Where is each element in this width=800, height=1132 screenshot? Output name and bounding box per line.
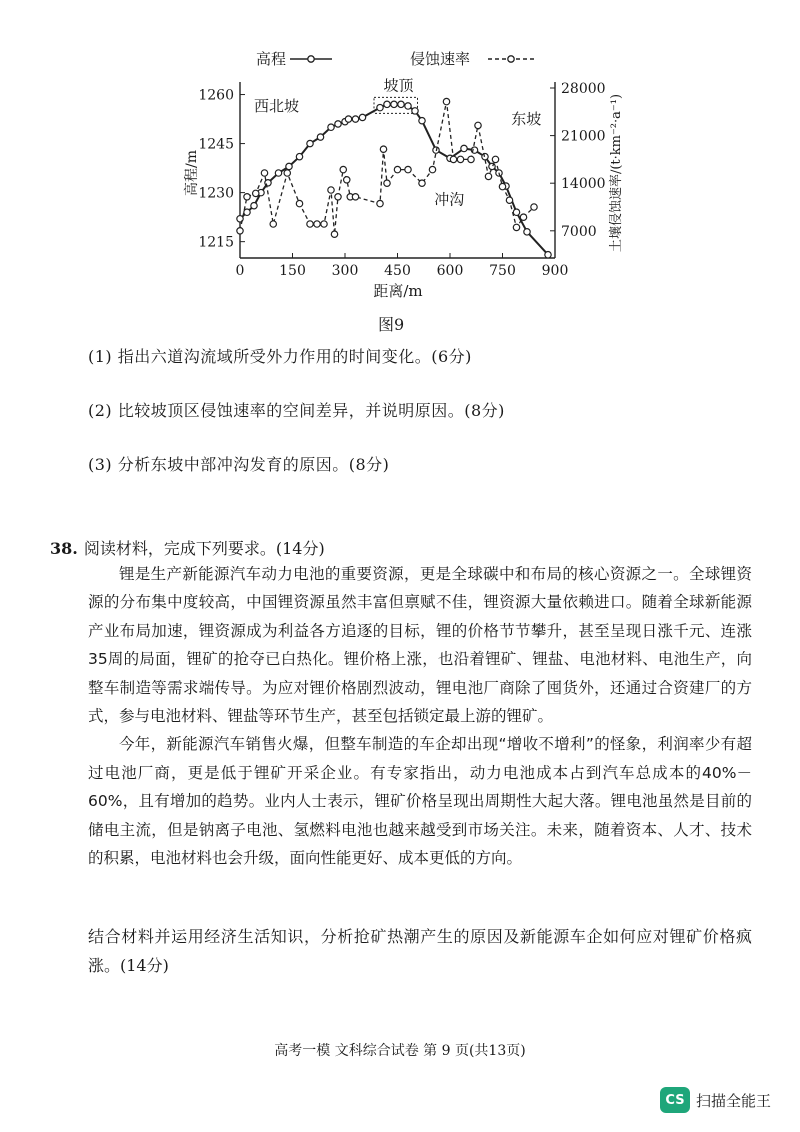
erosion-point: [328, 187, 334, 193]
erosion-point: [352, 194, 358, 200]
y-right-tick-label: 7000: [561, 223, 597, 240]
erosion-point: [429, 166, 435, 172]
elevation-point: [524, 229, 530, 235]
erosion-point: [253, 190, 259, 196]
question-38-stem: 阅读材料，完成下列要求。(14分): [83, 539, 325, 558]
chart-annotation: 冲沟: [434, 190, 465, 209]
erosion-point: [296, 200, 302, 206]
question-38-header: [50, 536, 325, 559]
scanner-label: 扫描全能王: [696, 1091, 772, 1110]
erosion-point: [380, 146, 386, 152]
erosion-point: [244, 194, 250, 200]
erosion-point: [492, 156, 498, 162]
question-3: (3) 分析东坡中部冲沟发育的原因。(8分): [88, 455, 390, 474]
elevation-point: [419, 117, 425, 123]
x-tick-label: 300: [331, 263, 359, 279]
x-tick-label: 450: [384, 263, 411, 279]
elevation-point: [335, 121, 341, 127]
question-2: (2) 比较坡顶区侵蚀速率的空间差异，并说明原因。(8分): [88, 401, 505, 420]
question-1: (1) 指出六道沟流域所受外力作用的时间变化。(6分): [88, 347, 472, 366]
elevation-point: [317, 134, 323, 140]
elevation-point: [275, 170, 281, 176]
x-tick-label: 750: [489, 263, 516, 279]
elevation-point: [307, 140, 313, 146]
figure-caption: 图9: [378, 315, 405, 334]
reading-material: [88, 560, 752, 872]
x-tick-label: 900: [541, 263, 569, 279]
legend-elevation-label: 高程: [256, 50, 287, 68]
erosion-point: [531, 204, 537, 210]
legend-erosion-marker: [508, 56, 514, 62]
erosion-point: [284, 170, 290, 176]
erosion-point: [340, 166, 346, 172]
elevation-point: [489, 163, 495, 169]
erosion-point: [314, 221, 320, 227]
erosion-point: [450, 156, 456, 162]
x-tick-label: 150: [279, 263, 306, 279]
material-paragraph-2: 今年，新能源汽车销售火爆，但整车制造的车企却出现“增收不增利”的怪象，利润率少有超过电池厂商，更是低于锂矿开采企业。有专家指出，动力电池成本占到汽车总成本的40%－60%，且有增加的趋势。业内人士表示，锂矿价格呈现出周期性大起大落。锂电池虽然是目前的储电主流，但是钠离子电池、氢燃料电池也越来越受到市场关注。未来，随着资本、人才、技术的积累，电池材料也会升级，面向性能更好、成本更低的方向。: [88, 735, 752, 868]
erosion-point: [468, 156, 474, 162]
y-right-tick-label: 28000: [561, 81, 606, 97]
y-right-tick-label: 21000: [561, 128, 606, 145]
erosion-point: [475, 122, 481, 128]
elevation-point: [398, 101, 404, 107]
erosion-point: [377, 200, 383, 206]
legend-elevation-marker: [308, 56, 314, 62]
chart-annotation: 东坡: [511, 109, 542, 128]
x-tick-label: 0: [235, 263, 245, 279]
y-right-tick-label: 14000: [561, 176, 606, 193]
erosion-point: [321, 221, 327, 227]
elevation-point: [545, 252, 551, 258]
y-axis-right-label: 土壤侵蚀速率/(t·km⁻²·a⁻¹): [609, 93, 624, 253]
elevation-point: [345, 116, 351, 122]
scanner-watermark: [660, 1087, 771, 1113]
erosion-point: [405, 166, 411, 172]
chart-annotation: 西北坡: [254, 96, 300, 115]
erosion-point: [237, 228, 243, 234]
chart-annotation: 坡顶: [383, 76, 414, 95]
elevation-point: [412, 108, 418, 114]
elevation-point: [359, 114, 365, 120]
y-left-tick-label: 1215: [198, 234, 234, 251]
elevation-point: [296, 153, 302, 159]
erosion-point: [344, 177, 350, 183]
y-left-tick-label: 1245: [198, 136, 234, 153]
elevation-point: [286, 163, 292, 169]
x-tick-label: 600: [436, 263, 464, 279]
elevation-point: [405, 103, 411, 109]
erosion-point: [499, 183, 505, 189]
erosion-point: [419, 180, 425, 186]
erosion-point: [443, 98, 449, 104]
elevation-point: [328, 124, 334, 130]
erosion-point: [485, 173, 491, 179]
y-left-tick-label: 1260: [198, 87, 234, 104]
erosion-point: [335, 194, 341, 200]
chart: [0, 0, 800, 340]
question-38-number: 38.: [50, 539, 78, 558]
elevation-point: [377, 104, 383, 110]
erosion-point: [307, 221, 313, 227]
elevation-point: [384, 101, 390, 107]
erosion-point: [506, 197, 512, 203]
y-axis-left-label: 高程/m: [184, 150, 200, 196]
page-footer: 高考一模 文科综合试卷 第 9 页(共13页): [274, 1043, 526, 1059]
y-left-tick-label: 1230: [198, 185, 234, 202]
erosion-point: [457, 156, 463, 162]
elevation-point: [461, 145, 467, 151]
elevation-point: [251, 202, 257, 208]
erosion-point: [270, 221, 276, 227]
elevation-line: [240, 104, 548, 254]
elevation-point: [352, 116, 358, 122]
erosion-point: [520, 214, 526, 220]
material-paragraph-1: 锂是生产新能源汽车动力电池的重要资源，更是全球碳中和布局的核心资源之一。全球锂资源的分布集中度较高，中国锂资源虽然丰富但禀赋不佳，锂资源大量依赖进口。随着全球新能源产业布局加速，锂资源成为利益各方追逐的目标，锂的价格节节攀升，甚至呈现日涨千元、连涨35周的局面，锂矿的抢夺已白热化。锂价格上涨，也沿着锂矿、锂盐、电池材料、电池生产，向整车制造等需求端传导。为应对锂价格剧烈波动，锂电池厂商除了囤货外，还通过合资建厂的方式，参与电池材料、锂盐等环节生产，甚至包括锁定最上游的锂矿。: [88, 565, 752, 726]
erosion-point: [261, 170, 267, 176]
elevation-point: [513, 209, 519, 215]
elevation-point: [391, 101, 397, 107]
legend-erosion-label: 侵蚀速率: [410, 50, 471, 68]
x-axis-label: 距离/m: [373, 282, 423, 300]
erosion-point: [513, 224, 519, 230]
erosion-point: [384, 180, 390, 186]
erosion-point: [331, 231, 337, 237]
erosion-point: [394, 166, 400, 172]
figure-9: [0, 0, 800, 340]
scanner-logo-icon: CS: [660, 1087, 690, 1113]
question-38-task: 结合材料并运用经济生活知识，分析抢矿热潮产生的原因及新能源车企如何应对锂矿价格疯涨。(14分): [88, 927, 752, 975]
